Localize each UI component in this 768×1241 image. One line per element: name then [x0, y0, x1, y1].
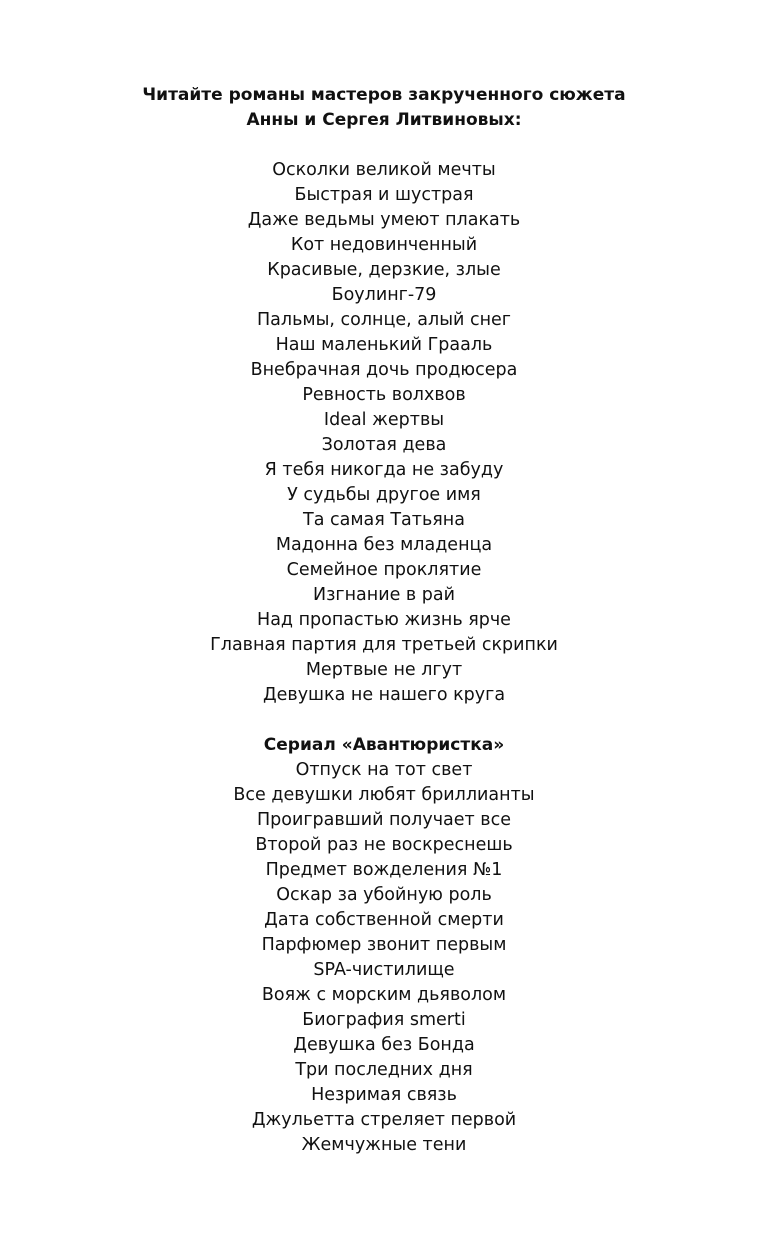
book-title: Та самая Татьяна	[303, 510, 465, 530]
series-book-title: Оскар за убойную роль	[276, 885, 492, 905]
series-book-title: SPA-чистилище	[313, 960, 455, 980]
series-title: Сериал «Авантюристка»	[263, 735, 505, 755]
series-book-title: Отпуск на тот свет	[295, 760, 473, 780]
book-title: Быстрая и шустрая	[294, 185, 474, 205]
book-title: Изгнание в рай	[313, 585, 455, 605]
series-block	[0, 733, 768, 1158]
series-book-title: Девушка без Бонда	[293, 1035, 475, 1055]
book-title: Над пропастью жизнь ярче	[257, 610, 511, 630]
book-title: У судьбы другое имя	[287, 485, 481, 505]
series-book-title: Дата собственной смерти	[264, 910, 504, 930]
book-title: Я тебя никогда не забуду	[264, 460, 504, 480]
series-titles-list	[0, 758, 768, 1158]
series-book-title: Жемчужные тени	[301, 1135, 467, 1155]
series-book-title: Парфюмер звонит первым	[261, 935, 507, 955]
series-book-title: Биография smerti	[302, 1010, 466, 1030]
book-title: Девушка не нашего круга	[262, 685, 506, 705]
spacer	[0, 133, 768, 158]
book-title: Мертвые не лгут	[305, 660, 463, 680]
book-list-page	[0, 83, 768, 1158]
book-title: Ideal жертвы	[323, 410, 445, 430]
series-book-title: Проигравший получает все	[257, 810, 511, 830]
book-title: Ревность волхвов	[302, 385, 466, 405]
book-title: Наш маленький Грааль	[275, 335, 493, 355]
book-title: Семейное проклятие	[286, 560, 482, 580]
book-title: Золотая дева	[321, 435, 447, 455]
series-book-title: Предмет вожделения №1	[265, 860, 503, 880]
book-title: Боулинг-79	[331, 285, 437, 305]
book-title: Кот недовинченный	[290, 235, 478, 255]
series-book-title: Второй раз не воскреснешь	[255, 835, 513, 855]
book-title: Внебрачная дочь продюсера	[250, 360, 518, 380]
series-book-title: Вояж с морским дьяволом	[261, 985, 507, 1005]
heading-line-2: Анны и Сергея Литвиновых:	[246, 110, 522, 130]
book-title: Пальмы, солнце, алый снег	[257, 310, 511, 330]
standalone-titles-list	[0, 158, 768, 708]
series-book-title: Три последних дня	[295, 1060, 473, 1080]
book-title: Даже ведьмы умеют плакать	[247, 210, 521, 230]
book-title: Мадонна без младенца	[275, 535, 493, 555]
heading-line-1: Читайте романы мастеров закрученного сюжета	[142, 85, 626, 105]
series-book-title: Джульетта стреляет первой	[251, 1110, 517, 1130]
series-book-title: Все девушки любят бриллианты	[233, 785, 535, 805]
heading-block	[0, 83, 768, 133]
series-book-title: Незримая связь	[311, 1085, 457, 1105]
spacer	[0, 708, 768, 733]
book-title: Красивые, дерзкие, злые	[267, 260, 501, 280]
book-title: Осколки великой мечты	[272, 160, 496, 180]
book-title: Главная партия для третьей скрипки	[210, 635, 558, 655]
